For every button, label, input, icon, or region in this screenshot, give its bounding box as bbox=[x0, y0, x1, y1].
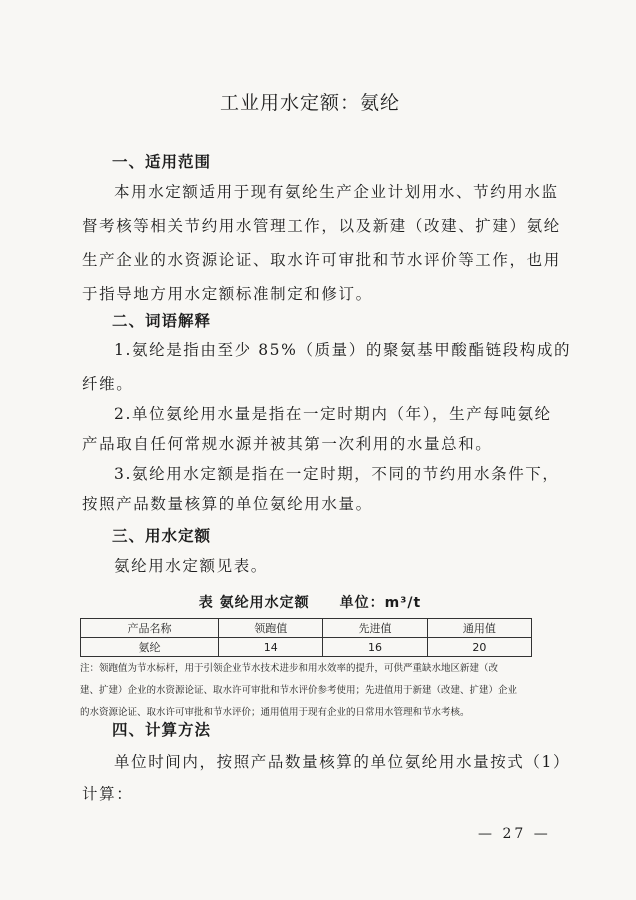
table-unit: 单位：m³/t bbox=[339, 595, 422, 611]
table-note-line-3: 的水资源论证、取水许可审批和节水评价；通用值用于现有企业的日常用水管理和节水考核。 bbox=[80, 707, 470, 718]
table-note-line-2: 建、扩建）企业的水资源论证、取水许可审批和节水评价参考使用；先进值用于新建（改建、扩建）企业 bbox=[80, 685, 518, 696]
table-cell: 16 bbox=[323, 638, 427, 657]
section-2-heading: 二、词语解释 bbox=[112, 312, 212, 330]
page-title: 工业用水定额：氨纶 bbox=[219, 92, 400, 114]
table-cell: 14 bbox=[219, 638, 323, 657]
definition-2-line-1: 2.单位氨纶用水量是指在一定时期内（年），生产每吨氨纶 bbox=[114, 405, 552, 423]
table-header-row bbox=[81, 619, 532, 638]
definition-3-line-1: 3.氨纶用水定额是指在一定时期，不同的节约用水条件下， bbox=[114, 465, 560, 483]
definition-2-line-2: 产品取自任何常规水源并被其第一次利用的水量总和。 bbox=[82, 435, 493, 453]
definition-1-line-1: 1.氨纶是指由至少 85%（质量）的聚氨基甲酸酯链段构成的 bbox=[114, 341, 572, 359]
section-1-line-4: 于指导地方用水定额标准制定和修订。 bbox=[82, 285, 373, 303]
water-quota-table bbox=[80, 618, 532, 657]
table-cell: 20 bbox=[427, 638, 531, 657]
table-header-cell: 通用值 bbox=[427, 619, 531, 638]
table-header-cell: 领跑值 bbox=[219, 619, 323, 638]
table-row bbox=[81, 638, 532, 657]
table-header-cell: 先进值 bbox=[323, 619, 427, 638]
page-number: — 27 — bbox=[478, 826, 551, 842]
table-header-cell: 产品名称 bbox=[81, 619, 219, 638]
table-note-line-1: 注：领跑值为节水标杆，用于引领企业节水技术进步和用水效率的提升，可供严重缺水地区新建（改 bbox=[80, 663, 499, 674]
definition-3-line-2: 按照产品数量核算的单位氨纶用水量。 bbox=[82, 495, 373, 513]
section-4-line-2: 计算： bbox=[82, 785, 134, 803]
section-1-line-2: 督考核等相关节约用水管理工作，以及新建（改建、扩建）氨纶 bbox=[82, 217, 561, 235]
section-4-heading: 四、计算方法 bbox=[112, 721, 212, 739]
section-1-heading: 一、适用范围 bbox=[112, 153, 212, 171]
definition-1-line-2: 纤维。 bbox=[82, 375, 134, 393]
section-4-line-1: 单位时间内，按照产品数量核算的单位氨纶用水量按式（1） bbox=[114, 753, 571, 771]
section-1-line-3: 生产企业的水资源论证、取水许可审批和节水评价等工作，也用 bbox=[82, 251, 561, 269]
table-caption bbox=[0, 592, 620, 612]
section-3-heading: 三、用水定额 bbox=[112, 527, 212, 545]
section-3-intro: 氨纶用水定额见表。 bbox=[114, 557, 268, 575]
table-title: 表 氨纶用水定额 bbox=[198, 595, 310, 611]
section-1-line-1: 本用水定额适用于现有氨纶生产企业计划用水、节约用水监 bbox=[114, 183, 559, 201]
table-cell: 氨纶 bbox=[81, 638, 219, 657]
